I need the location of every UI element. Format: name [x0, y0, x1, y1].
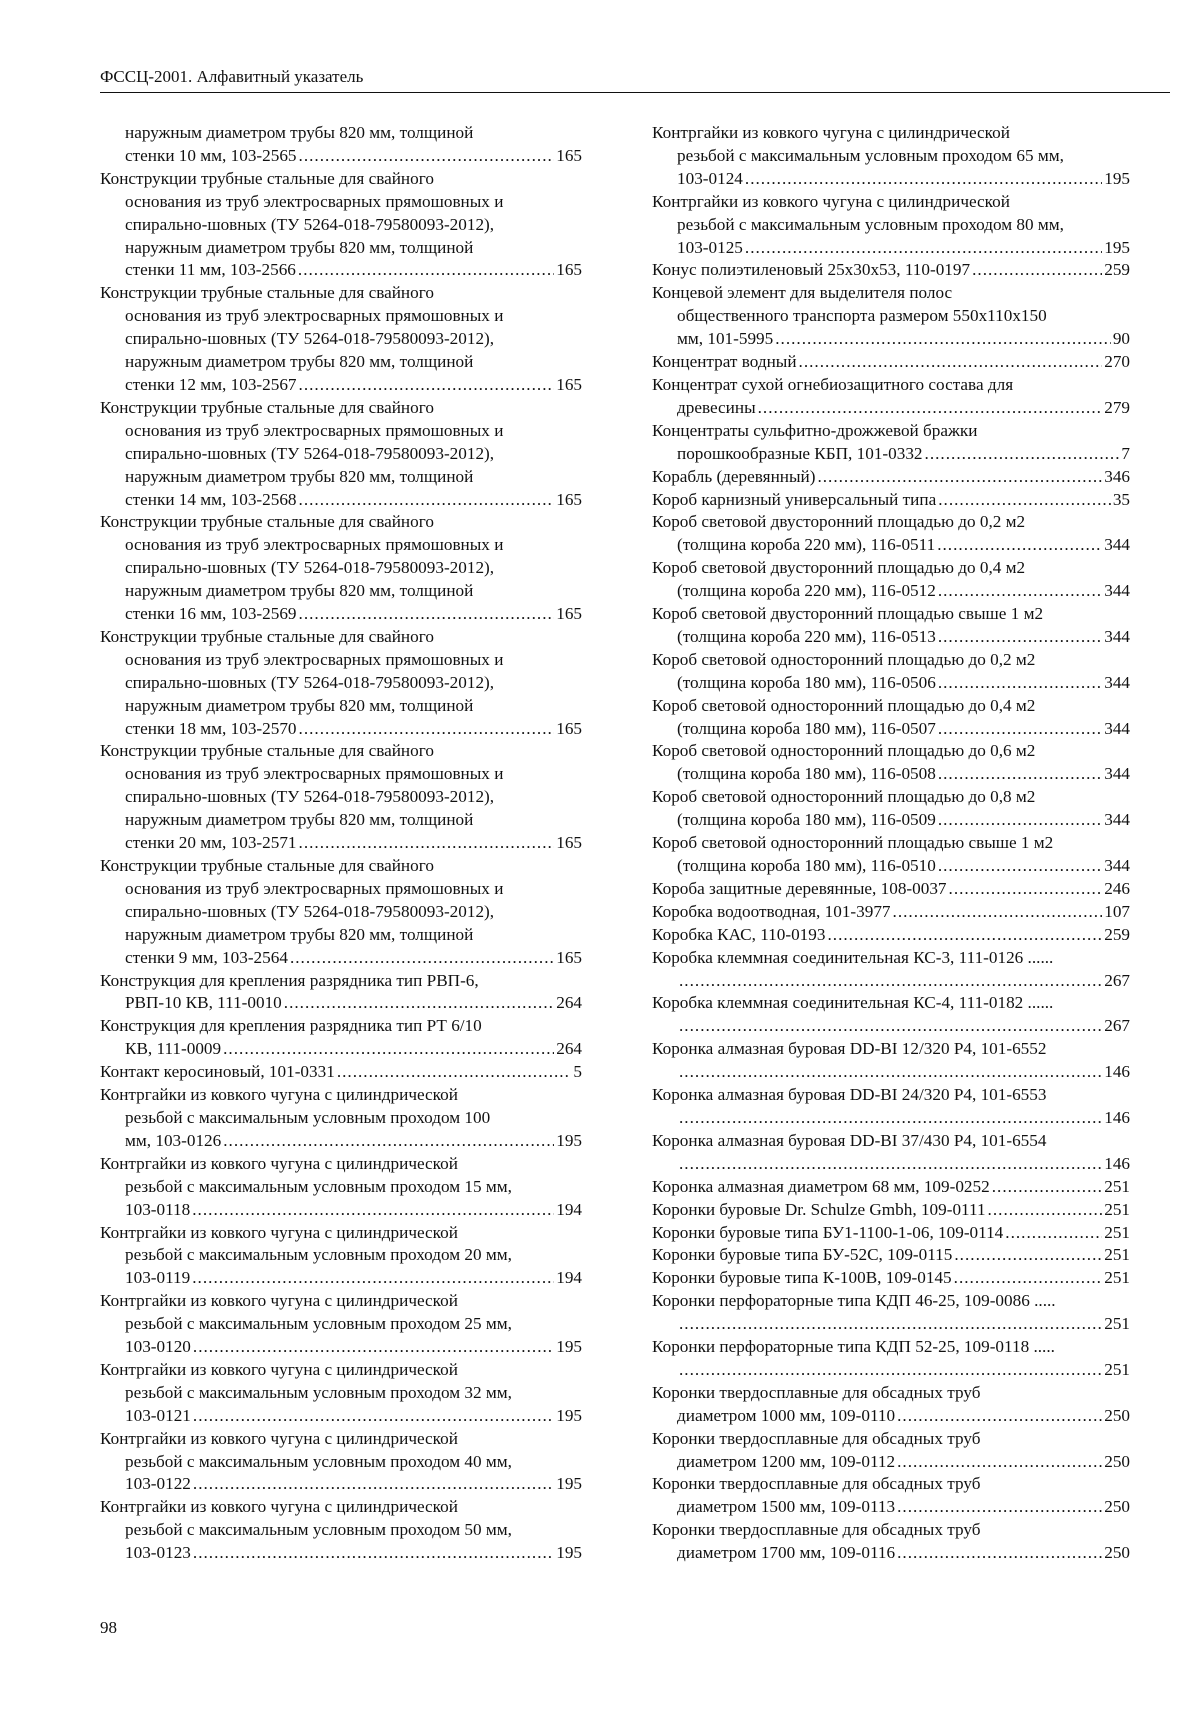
index-entry-page: 264 [556, 993, 582, 1013]
index-entry-text: Конструкции трубные стальные для свайного [100, 283, 434, 303]
index-entry-text: Коронки твердосплавные для обсадных труб [652, 1428, 981, 1448]
index-entry-text: резьбой с максимальным условным проходом 15 мм, [125, 1176, 512, 1196]
index-entry-text: Конструкции трубные стальные для свайного [100, 397, 434, 417]
index-entry-text: Коронки буровые типа БУ-52С, 109-0115 [652, 1245, 953, 1265]
index-entry-page: 165 [556, 145, 582, 165]
dot-leader [299, 489, 555, 512]
index-entry-text: спирально-шовных (ТУ 5264-018-79580093-2012), [125, 901, 495, 921]
index-entry-text: резьбой с максимальным условным проходом 50 мм, [125, 1520, 512, 1540]
index-entry-text: Короб карнизный универсальный типа [652, 489, 937, 509]
running-header [100, 66, 1170, 93]
dot-leader [897, 1405, 1102, 1428]
index-entry-page: 195 [556, 1405, 582, 1425]
index-entry-text: 103-0123 [125, 1543, 191, 1563]
dot-leader [897, 1451, 1102, 1474]
index-entry-text: наружным диаметром трубы 820 мм, толщиной [125, 810, 474, 830]
dot-leader [938, 855, 1102, 878]
index-entry [100, 168, 582, 283]
index-entry [652, 832, 1130, 878]
index-entry-text: наружным диаметром трубы 820 мм, толщиной [125, 237, 474, 257]
index-entry-text: Контргайки из ковкого чугуна с цилиндрической [100, 1497, 458, 1517]
index-entry-text: мм, 101-5995 [677, 329, 774, 349]
index-entry [652, 1267, 1130, 1290]
index-entry-text: наружным диаметром трубы 820 мм, толщиной [125, 352, 474, 372]
dot-leader [938, 580, 1102, 603]
index-entry [652, 1038, 1130, 1084]
index-entry-text: Конструкции трубные стальные для свайного [100, 741, 434, 761]
index-entry [652, 1382, 1130, 1428]
index-entry-text: порошкообразные КБП, 101-0332 [677, 443, 923, 463]
index-entry-page: 195 [1104, 237, 1130, 257]
index-entry-page: 344 [1104, 672, 1130, 692]
dot-leader [193, 1542, 554, 1565]
index-entry [652, 1244, 1130, 1267]
index-entry-text: 103-0120 [125, 1337, 191, 1357]
index-entry-text: Конструкции трубные стальные для свайного [100, 168, 434, 188]
index-entry-page: 344 [1104, 856, 1130, 875]
index-entry-text: стенки 14 мм, 103-2568 [125, 489, 297, 509]
dot-leader [679, 970, 1102, 993]
index-entry-page: 259 [1104, 260, 1130, 280]
index-entry-text: Коронка алмазная буровая DD-BI 24/320 P4, 101-6553 [652, 1085, 1047, 1105]
index-entry-text: РВП-10 КВ, 111-0010 [125, 993, 282, 1013]
index-entry-text: Контргайки из ковкого чугуна с цилиндрической [652, 191, 1010, 211]
index-entry-page: 165 [556, 833, 582, 853]
index-entry [652, 1222, 1130, 1245]
index-entry-text: спирально-шовных (ТУ 5264-018-79580093-2012), [125, 329, 495, 349]
index-entry-page: 344 [1104, 581, 1130, 601]
index-entry [100, 1496, 582, 1565]
index-entry-text: Коронки твердосплавные для обсадных труб [652, 1520, 981, 1540]
index-entry-text: наружным диаметром трубы 820 мм, толщиной [125, 924, 474, 944]
dot-leader [925, 443, 1120, 466]
index-entry [652, 351, 1130, 374]
index-entry-page: 194 [556, 1268, 582, 1288]
index-entry [100, 1428, 582, 1497]
index-entry-text: резьбой с максимальным условным проходом 25 мм, [125, 1314, 512, 1334]
dot-leader [992, 1176, 1103, 1199]
index-entry-text: Коронка алмазная буровая DD-BI 12/320 P4, 101-6552 [652, 1039, 1047, 1059]
index-entry [100, 626, 582, 741]
index-entry-text: Коробка клеммная соединительная КС-4, 111-0182 ...... [652, 993, 1054, 1013]
index-entry-text: Короб световой односторонний площадью до 0,4 м2 [652, 695, 1036, 715]
index-entry-text: Коронки перфораторные типа КДП 46-25, 109-0086 ..... [652, 1291, 1056, 1311]
index-entry [652, 122, 1130, 191]
index-entry [652, 603, 1130, 649]
index-entry-text: резьбой с максимальным условным проходом 100 [125, 1107, 491, 1127]
index-entry-text: (толщина короба 220 мм), 116-0513 [677, 626, 936, 646]
index-entry-text: Коронки твердосплавные для обсадных труб [652, 1382, 981, 1402]
index-entry-page: 165 [556, 718, 582, 738]
dot-leader [938, 489, 1111, 512]
dot-leader [193, 1405, 554, 1428]
index-entry-text: стенки 20 мм, 103-2571 [125, 833, 297, 853]
index-entry [652, 420, 1130, 466]
index-entry [652, 1290, 1130, 1336]
index-entry-text: Корабль (деревянный) [652, 466, 816, 486]
index-entry-text: Короб световой односторонний площадью до 0,2 м2 [652, 649, 1036, 669]
index-entry-text: (толщина короба 180 мм), 116-0509 [677, 810, 936, 830]
index-entry-text: (толщина короба 180 мм), 116-0506 [677, 672, 936, 692]
index-entry-text: Коробка клеммная соединительная КС-3, 111-0126 ...... [652, 947, 1054, 967]
index-entry-page: 195 [556, 1543, 582, 1563]
index-entry [652, 649, 1130, 695]
index-entry [100, 1084, 582, 1153]
index-entry-text: диаметром 1700 мм, 109-0116 [677, 1543, 896, 1563]
index-entry-page: 250 [1104, 1543, 1130, 1563]
index-entry-text: Коронка алмазная буровая DD-BI 37/430 P4, 101-6554 [652, 1130, 1047, 1150]
index-entry-text: Конструкция для крепления разрядника тип РВП-6, [100, 970, 479, 990]
index-entry [100, 740, 582, 855]
dot-leader [938, 763, 1102, 786]
index-entry-page: 250 [1104, 1451, 1130, 1471]
index-entry [100, 1222, 582, 1291]
index-entry-page: 267 [1104, 1016, 1130, 1036]
index-entry-page: 251 [1104, 1314, 1130, 1334]
index-entry-text: стенки 11 мм, 103-2566 [125, 260, 296, 280]
index-entry-text: Конус полиэтиленовый 25x30x53, 110-0197 [652, 260, 971, 280]
index-entry-page: 146 [1104, 1107, 1130, 1127]
index-entry-page: 250 [1104, 1405, 1130, 1425]
index-entry-page: 259 [1104, 924, 1130, 944]
index-entry-page: 264 [556, 1039, 582, 1059]
index-entry-text: Контакт керосиновый, 101-0331 [100, 1062, 335, 1082]
dot-leader [679, 1359, 1102, 1382]
index-entry-text: Коронки буровые Dr. Schulze Gmbh, 109-0111 [652, 1199, 986, 1219]
header-rule [100, 92, 1170, 93]
dot-leader [193, 1336, 554, 1359]
dot-leader [679, 1153, 1102, 1176]
index-entry-text: Конструкции трубные стальные для свайного [100, 856, 434, 875]
index-entry [652, 992, 1130, 1038]
dot-leader [337, 1061, 572, 1084]
index-entry-text: (толщина короба 180 мм), 116-0508 [677, 764, 936, 784]
index-entry-page: 251 [1104, 1268, 1130, 1288]
index-entry-text: Коронки перфораторные типа КДП 52-25, 109-0118 ..... [652, 1337, 1055, 1357]
index-entry-page: 195 [556, 1474, 582, 1494]
index-entry-page: 146 [1104, 1153, 1130, 1173]
index-entry-page: 251 [1104, 1245, 1130, 1265]
index-entry-text: основания из труб электросварных прямошовных и [125, 191, 504, 211]
dot-leader [299, 603, 555, 626]
index-entry [652, 1176, 1130, 1199]
index-entry [652, 557, 1130, 603]
index-entry-text: спирально-шовных (ТУ 5264-018-79580093-2012), [125, 214, 495, 234]
index-entry-text: (толщина короба 220 мм), 116-0512 [677, 581, 936, 601]
index-entry-text: 103-0121 [125, 1405, 191, 1425]
index-entry-page: 195 [556, 1130, 582, 1150]
index-column-right [652, 122, 1130, 1565]
index-entry [652, 947, 1130, 993]
index-entry-text: резьбой с максимальным условным проходом 65 мм, [677, 145, 1064, 165]
index-entry [652, 1336, 1130, 1382]
index-entry-text: наружным диаметром трубы 820 мм, толщиной [125, 695, 474, 715]
page-number: 98 [100, 1618, 117, 1637]
dot-leader [897, 1542, 1102, 1565]
dot-leader [299, 374, 555, 397]
index-entry-text: наружным диаметром трубы 820 мм, толщиной [125, 581, 474, 601]
index-entry-page: 344 [1104, 718, 1130, 738]
index-entry-text: Конструкция для крепления разрядника тип РТ 6/10 [100, 1016, 482, 1036]
index-entry [100, 511, 582, 626]
index-entry-page: 246 [1104, 878, 1130, 898]
index-entry-text: древесины [677, 397, 756, 417]
index-entry-page: 251 [1104, 1222, 1130, 1242]
index-entry-text: диаметром 1200 мм, 109-0112 [677, 1451, 896, 1471]
index-entry-text: резьбой с максимальным условным проходом 20 мм, [125, 1245, 512, 1265]
index-entry-text: (толщина короба 220 мм), 116-0511 [677, 535, 936, 555]
index-entry-text: основания из труб электросварных прямошовных и [125, 649, 504, 669]
index-entry-text: Контргайки из ковкого чугуна с цилиндрической [100, 1222, 458, 1242]
index-entry-page: 270 [1104, 352, 1130, 372]
index-entry-page: 251 [1104, 1359, 1130, 1379]
index-entry [100, 1359, 582, 1428]
index-entry-page: 35 [1112, 489, 1130, 509]
index-entry-text: общественного транспорта размером 550x110x150 [677, 306, 1047, 326]
index-entry-page: 250 [1104, 1497, 1130, 1517]
index-entry-page: 251 [1104, 1199, 1130, 1219]
index-entry-page: 344 [1104, 810, 1130, 830]
dot-leader [938, 809, 1102, 832]
dot-leader [284, 992, 554, 1015]
dot-leader [298, 259, 554, 282]
dot-leader [758, 397, 1103, 420]
index-entry-text: стенки 9 мм, 103-2564 [125, 947, 288, 967]
index-entry-text: Коробка водоотводная, 101-3977 [652, 901, 891, 921]
dot-leader [972, 259, 1102, 282]
index-entry-page: 107 [1104, 901, 1130, 921]
index-entry-text: Короб световой односторонний площадью до 0,6 м2 [652, 741, 1036, 761]
index-entry-text: Конструкции трубные стальные для свайного [100, 626, 434, 646]
index-entry [652, 489, 1130, 512]
index-entry-page: 344 [1104, 626, 1130, 646]
index-entry-text: Контргайки из ковкого чугуна с цилиндрической [100, 1085, 458, 1105]
index-entry [100, 282, 582, 397]
dot-leader [193, 1473, 554, 1496]
index-entry-page: 344 [1104, 764, 1130, 784]
dot-leader [988, 1199, 1103, 1222]
index-entry [652, 1428, 1130, 1474]
index-entry-text: 103-0122 [125, 1474, 191, 1494]
index-entry [652, 878, 1130, 901]
dot-leader [299, 718, 555, 741]
index-entry-page: 251 [1104, 1176, 1130, 1196]
dot-leader [679, 1015, 1102, 1038]
dot-leader [954, 1267, 1103, 1290]
index-entry-text: Короб световой двусторонний площадью свыше 1 м2 [652, 604, 1044, 624]
index-entry-text: Контргайки из ковкого чугуна с цилиндрической [100, 1291, 458, 1311]
index-entry-text: мм, 103-0126 [125, 1130, 222, 1150]
dot-leader [223, 1038, 554, 1061]
index-entry-text: 103-0125 [677, 237, 743, 257]
index-entry [100, 970, 582, 1016]
index-entry [652, 1473, 1130, 1519]
dot-leader [223, 1130, 554, 1153]
dot-leader [799, 351, 1103, 374]
dot-leader [938, 672, 1102, 695]
dot-leader [192, 1199, 554, 1222]
index-entry-text: Контргайки из ковкого чугуна с цилиндрической [100, 1153, 458, 1173]
index-entry [652, 1084, 1130, 1130]
index-entry-text: Контргайки из ковкого чугуна с цилиндрической [100, 1428, 458, 1448]
index-entry-text: Коронки твердосплавные для обсадных труб [652, 1474, 981, 1494]
index-entry-text: стенки 16 мм, 103-2569 [125, 604, 297, 624]
index-column-left [100, 122, 582, 1565]
index-entry-page: 146 [1104, 1062, 1130, 1082]
dot-leader [745, 168, 1102, 191]
index-entry-text: резьбой с максимальным условным проходом 32 мм, [125, 1382, 512, 1402]
index-entry [652, 695, 1130, 741]
index-entry [652, 1199, 1130, 1222]
index-entry-text: Короб световой двусторонний площадью до 0,2 м2 [652, 512, 1026, 532]
index-entry [652, 901, 1130, 924]
index-entry [652, 1519, 1130, 1565]
index-entry [652, 374, 1130, 420]
index-entry-text: Короб световой двусторонний площадью до 0,4 м2 [652, 558, 1026, 578]
index-entry-page: 194 [556, 1199, 582, 1219]
index-entry-text: спирально-шовных (ТУ 5264-018-79580093-2012), [125, 787, 495, 807]
index-entry-text: 103-0119 [125, 1268, 191, 1288]
index-entry-text: Концентрат сухой огнебиозащитного состава для [652, 374, 1014, 394]
index-entry [100, 855, 582, 970]
dot-leader [893, 901, 1103, 924]
index-entry-text: 103-0124 [677, 168, 743, 188]
index-entry-text: Конструкции трубные стальные для свайного [100, 512, 434, 532]
dot-leader [897, 1496, 1102, 1519]
index-entry-text: (толщина короба 180 мм), 116-0507 [677, 718, 936, 738]
index-entry [100, 1153, 582, 1222]
index-entry-text: стенки 12 мм, 103-2567 [125, 374, 297, 394]
dot-leader [290, 947, 554, 970]
dot-leader [938, 718, 1102, 741]
index-entry-page: 165 [556, 947, 582, 967]
index-entry-text: диаметром 1500 мм, 109-0113 [677, 1497, 896, 1517]
index-entry-text: 103-0118 [125, 1199, 191, 1219]
index-entry-page: 165 [556, 489, 582, 509]
index-entry-text: наружным диаметром трубы 820 мм, толщиной [125, 466, 474, 486]
index-entry-text: спирально-шовных (ТУ 5264-018-79580093-2012), [125, 443, 495, 463]
index-entry-text: Короба защитные деревянные, 108-0037 [652, 878, 947, 898]
index-entry-text: диаметром 1000 мм, 109-0110 [677, 1405, 896, 1425]
index-entry-text: основания из труб электросварных прямошовных и [125, 306, 504, 326]
index-entry-text: стенки 10 мм, 103-2565 [125, 145, 297, 165]
index-entry-page: 7 [1121, 443, 1130, 463]
index-entry [652, 282, 1130, 351]
index-entry [652, 740, 1130, 786]
index-entry [100, 122, 582, 168]
dot-leader [775, 328, 1111, 351]
dot-leader [938, 626, 1102, 649]
index-entry-page: 346 [1104, 466, 1130, 486]
dot-leader [817, 466, 1102, 489]
dot-leader [192, 1267, 554, 1290]
index-entry-text: Коронки буровые типа К-100В, 109-0145 [652, 1268, 952, 1288]
index-entry-page: 267 [1104, 970, 1130, 990]
dot-leader [745, 237, 1102, 260]
index-entry-text: Концевой элемент для выделителя полос [652, 283, 953, 303]
index-entry-text: стенки 18 мм, 103-2570 [125, 718, 297, 738]
index-entry [652, 259, 1130, 282]
dot-leader [679, 1313, 1102, 1336]
index-entry-page: 165 [556, 374, 582, 394]
index-entry-text: Коронка алмазная диаметром 68 мм, 109-0252 [652, 1176, 990, 1196]
running-header-title: ФССЦ-2001. Алфавитный указатель [100, 67, 364, 86]
index-entry-text: КВ, 111-0009 [125, 1039, 222, 1059]
index-entry-text: основания из труб электросварных прямошовных и [125, 878, 504, 898]
index-entry [100, 1015, 582, 1061]
index-entry-text: наружным диаметром трубы 820 мм, толщиной [125, 123, 474, 142]
dot-leader [937, 534, 1102, 557]
dot-leader [679, 1061, 1102, 1084]
dot-leader [1005, 1222, 1102, 1245]
index-entry-page: 165 [556, 260, 582, 280]
dot-leader [954, 1244, 1102, 1267]
dot-leader [949, 878, 1103, 901]
index-entry-page: 165 [556, 604, 582, 624]
index-entry [100, 397, 582, 512]
index-entry [652, 466, 1130, 489]
dot-leader [299, 832, 555, 855]
index-entry-text: Короб световой односторонний площадью свыше 1 м2 [652, 833, 1054, 853]
index-entry-text: Контргайки из ковкого чугуна с цилиндрической [652, 123, 1010, 142]
index-entry-text: спирально-шовных (ТУ 5264-018-79580093-2012), [125, 672, 495, 692]
index-entry [652, 511, 1130, 557]
index-entry-text: Короб световой односторонний площадью до 0,8 м2 [652, 787, 1036, 807]
index-entry-page: 5 [573, 1062, 582, 1082]
index-entry-text: Концентраты сульфитно-дрожжевой бражки [652, 420, 978, 440]
index-entry-text: основания из труб электросварных прямошовных и [125, 764, 504, 784]
index-entry-text: Концентрат водный [652, 352, 797, 372]
index-entry [652, 191, 1130, 260]
index-entry-text: основания из труб электросварных прямошовных и [125, 535, 504, 555]
index-entry-page: 195 [1104, 168, 1130, 188]
index-entry-text: основания из труб электросварных прямошовных и [125, 420, 504, 440]
index-entry-page: 195 [556, 1337, 582, 1357]
index-entry-text: Коронки буровые типа БУ1-1100-1-06, 109-0114 [652, 1222, 1004, 1242]
index-entry [100, 1290, 582, 1359]
index-entry-text: Контргайки из ковкого чугуна с цилиндрической [100, 1359, 458, 1379]
index-entry-text: Коробка КАС, 110-0193 [652, 924, 826, 944]
index-entry [652, 786, 1130, 832]
index-entry-page: 90 [1112, 329, 1130, 349]
index-entry-page: 344 [1104, 535, 1130, 555]
dot-leader [299, 145, 555, 168]
dot-leader [827, 924, 1102, 947]
index-entry [652, 1130, 1130, 1176]
index-entry-text: (толщина короба 180 мм), 116-0510 [677, 856, 936, 875]
index-entry-text: спирально-шовных (ТУ 5264-018-79580093-2012), [125, 558, 495, 578]
index-entry-text: резьбой с максимальным условным проходом 80 мм, [677, 214, 1064, 234]
index-entry [100, 1061, 582, 1084]
index-entry-text: резьбой с максимальным условным проходом 40 мм, [125, 1451, 512, 1471]
index-entry-page: 279 [1104, 397, 1130, 417]
dot-leader [679, 1107, 1102, 1130]
index-entry [652, 924, 1130, 947]
